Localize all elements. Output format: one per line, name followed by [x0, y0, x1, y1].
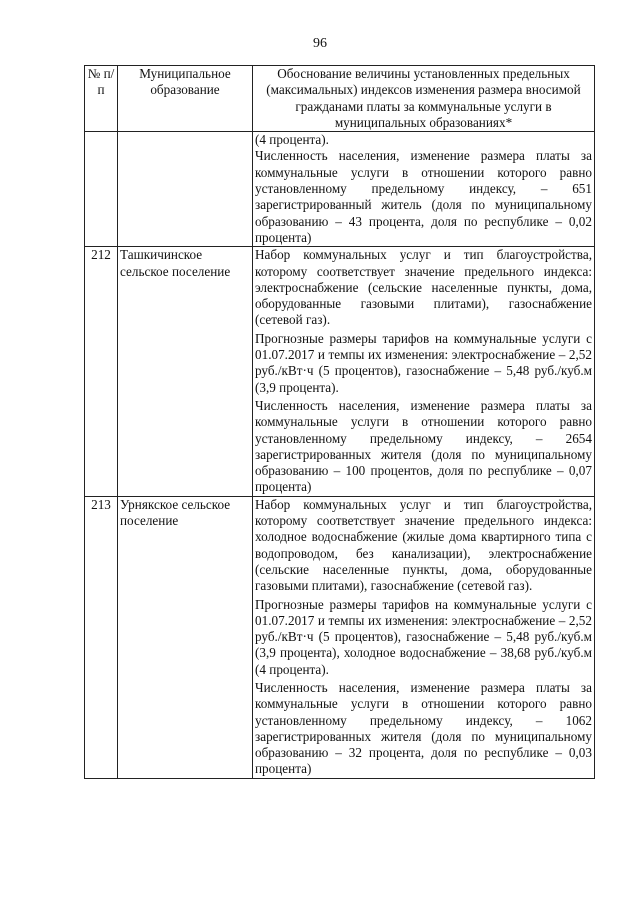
justification-paragraph: Набор коммунальных услуг и тип благоустройства, которому соответствует значение предельного индекса: электроснабжение (сельские населенные пункты, дома, оборудованные газовыми плитами), газоснабжение (сетевой газ). [255, 247, 592, 328]
table-row [85, 247, 595, 496]
justification-paragraph: Численность населения, изменение размера платы за коммунальные услуги в отношении которого равно установленному предельному индексу, – 651 зарегистрированный житель (доля по муниципальному образованию – 43 процента, доля по республике – 0,02 процента) [255, 148, 592, 245]
table-row [85, 132, 595, 247]
table-header [85, 66, 595, 132]
tariff-index-table [84, 65, 595, 779]
justification-paragraph: Прогнозные размеры тарифов на коммунальные услуги с 01.07.2017 и темпы их изменения: электроснабжение – 2,52 руб./кВт·ч (5 процентов), газоснабжение – 5,48 руб./куб.м (3,9 процента), холодное водоснабжение – 38,68 руб./куб.м (4 процента). [255, 596, 592, 677]
justification-paragraph: Численность населения, изменение размера платы за коммунальные услуги в отношении которого равно установленному предельному индексу, – 1062 зарегистрированных жителя (доля по муниципальному образованию – 32 процента, доля по республике – 0,03 процента) [255, 679, 592, 777]
justification-cell [253, 496, 595, 778]
justification-cell [253, 247, 595, 496]
justification-paragraph: Набор коммунальных услуг и тип благоустройства, которому соответствует значение предельного индекса: холодное водоснабжение (жилые дома квартирного типа с водопроводом, без канализации), электроснабжение (сельские населенные пункты, дома, оборудованные газовыми плитами), газоснабжение (сетевой газ). [255, 496, 592, 594]
municipality-name: Ташкичинское сельское поселение [118, 247, 253, 496]
row-number: 213 [85, 496, 118, 778]
page-number: 96 [313, 36, 327, 51]
municipality-name [118, 132, 253, 247]
row-number: 212 [85, 247, 118, 496]
header-municipality: Муниципальное образование [118, 66, 253, 132]
justification-paragraph: (4 процента). [255, 132, 329, 148]
header-row-number: № п/п [85, 66, 118, 132]
table-header-row [85, 66, 595, 132]
justification-paragraph: Численность населения, изменение размера платы за коммунальные услуги в отношении которого равно установленному предельному индексу, – 2654 зарегистрированных жителя (доля по муниципальному образованию – 100 процентов, доля по республике – 0,07 процента) [255, 397, 592, 495]
justification-cell [253, 132, 595, 247]
header-justification: Обоснование величины установленных предельных (максимальных) индексов изменения размера вносимой гражданами платы за коммунальные услуги в муниципальных образованиях* [253, 66, 595, 132]
table-row [85, 496, 595, 778]
justification-paragraph: Прогнозные размеры тарифов на коммунальные услуги с 01.07.2017 и темпы их изменения: электроснабжение – 2,52 руб./кВт·ч (5 процентов), газоснабжение – 5,48 руб./куб.м (3,9 процента). [255, 330, 592, 395]
row-number [85, 132, 118, 247]
municipality-name: Урнякское сельское поселение [118, 496, 253, 778]
